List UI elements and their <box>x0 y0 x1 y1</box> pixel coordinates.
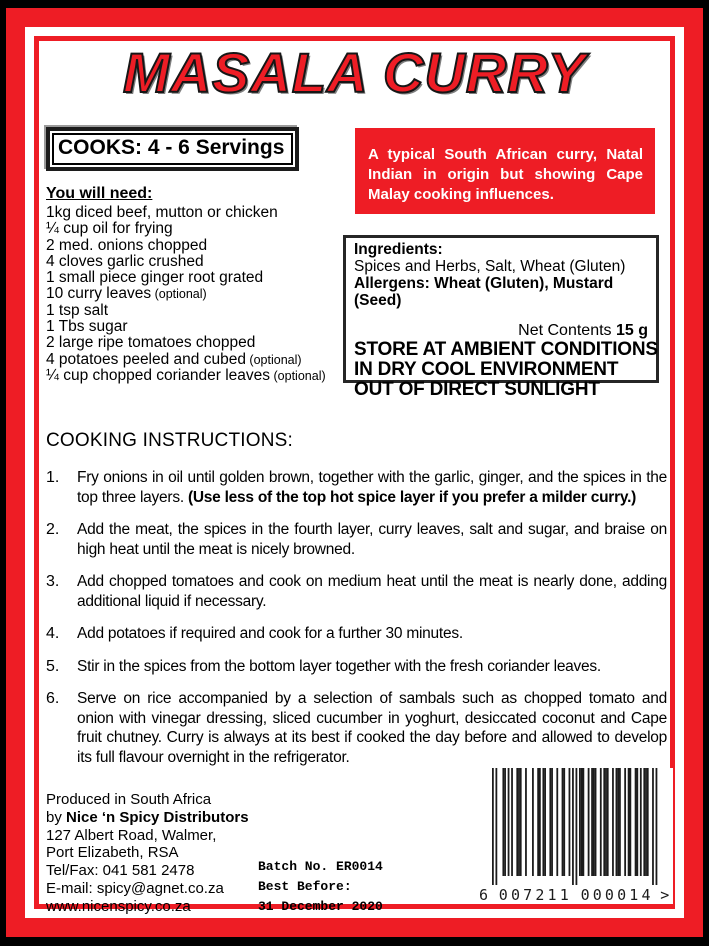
you-will-need-heading: You will need: <box>46 185 153 202</box>
product-title: MASALA CURRY <box>122 41 587 104</box>
website-line: www.nicenspicy.co.za <box>46 897 191 915</box>
step-text-normal: Fry onions in oil until golden brown, together with the garlic, ginger, and the spices in the top three layers. <box>77 469 667 506</box>
step-text <box>77 689 667 767</box>
barcode-digit: > <box>660 886 670 904</box>
distributor-name: Nice ‘n Spicy Distributors <box>66 808 249 826</box>
allergens-line: Allergens: Wheat (Gluten), Mustard (Seed) <box>354 275 614 309</box>
barcode-digit: 0 <box>617 886 627 904</box>
barcode-digit: 2 <box>535 886 545 904</box>
label-inner <box>34 36 675 915</box>
ingredient-line <box>46 286 346 302</box>
barcode-digit: 0 <box>604 886 614 904</box>
ingredient-text: 4 cloves garlic crushed <box>46 252 204 270</box>
barcode-digit: 1 <box>547 886 557 904</box>
ingredient-text: 1kg diced beef, mutton or chicken <box>46 204 278 221</box>
net-contents-label: Net Contents <box>518 322 616 339</box>
barcode-digit: 4 <box>641 886 651 904</box>
net-contents-line <box>354 322 648 340</box>
step-text-normal: Add potatoes if required and cook for a further 30 minutes. <box>77 625 463 642</box>
batch-line: Batch No. ER0014 <box>258 859 383 874</box>
cooks-box-text: COOKS: 4 - 6 Servings <box>52 133 293 165</box>
instruction-step <box>46 657 667 677</box>
storage-line: IN DRY COOL ENVIRONMENT <box>354 359 619 380</box>
ingredient-line <box>46 319 346 335</box>
ingredients-composition: Spices and Herbs, Salt, Wheat (Gluten) <box>354 258 626 275</box>
ingredient-text: ¼ cup chopped coriander leaves <box>46 366 271 384</box>
step-text-normal: Add the meat, the spices in the fourth layer, curry leaves, salt and sugar, and braise on high heat until the meat is nicely browned. <box>77 521 667 558</box>
cooks-box <box>46 127 299 171</box>
barcode-image <box>478 768 673 904</box>
step-text <box>77 657 667 677</box>
telfax-line: Tel/Fax: 041 581 2478 <box>46 862 195 880</box>
barcode-digit: 0 <box>580 886 590 904</box>
ingredient-line <box>46 303 346 319</box>
ingredients-box <box>343 235 659 400</box>
ingredient-optional: (optional) <box>245 352 302 367</box>
barcode-digit: 1 <box>559 886 569 904</box>
ingredient-line <box>46 238 346 254</box>
ingredient-text: 4 potatoes peeled and cubed <box>46 350 246 368</box>
ingredient-list <box>46 205 346 384</box>
ingredient-text: 10 curry leaves <box>46 285 152 303</box>
producer-block <box>46 791 249 916</box>
batch-block <box>258 857 383 917</box>
barcode-digit: 0 <box>510 886 521 904</box>
ingredient-line <box>46 335 346 351</box>
storage-conditions <box>354 339 658 400</box>
batch-line: 31 December 2020 <box>258 899 383 914</box>
instruction-step <box>46 624 667 644</box>
email-line: E-mail: spicy@agnet.co.za <box>46 879 224 897</box>
step-text <box>77 468 667 507</box>
batch-line: Best Before: <box>258 879 352 894</box>
net-contents-value: 15 g <box>615 322 648 339</box>
step-number: 2. <box>46 521 60 538</box>
ingredient-text: 1 small piece ginger root grated <box>46 269 264 287</box>
address-line-1: 127 Albert Road, Walmer, <box>46 826 217 844</box>
step-text-bold: (Use less of the top hot spice layer if you prefer a milder curry.) <box>187 488 637 506</box>
cooking-instructions-heading: COOKING INSTRUCTIONS: <box>46 430 293 451</box>
step-text-normal: Add chopped tomatoes and cook on medium heat until the meat is nearly done, adding additional liquid if necessary. <box>77 573 667 610</box>
ingredient-optional: (optional) <box>270 368 326 383</box>
step-text <box>77 520 667 559</box>
ingredient-text: 2 large ripe tomatoes chopped <box>46 334 256 352</box>
ingredient-text: 1 tsp salt <box>46 301 109 319</box>
by-prefix: by <box>46 808 67 826</box>
step-number: 3. <box>46 573 60 590</box>
barcode-digit: 1 <box>629 886 639 904</box>
ingredient-line <box>46 368 346 384</box>
instruction-step <box>46 689 667 767</box>
storage-line: STORE AT AMBIENT CONDITIONS <box>354 339 658 360</box>
instruction-step <box>46 520 667 559</box>
step-number: 1. <box>46 469 60 486</box>
ingredient-line <box>46 254 346 270</box>
storage-line: OUT OF DIRECT SUNLIGHT <box>354 379 600 400</box>
ingredient-text: ¼ cup oil for frying <box>46 220 173 238</box>
barcode-digit: 7 <box>523 886 533 904</box>
ingredient-text: 2 med. onions chopped <box>46 236 208 254</box>
step-text-normal: Stir in the spices from the bottom layer together with the fresh coriander leaves. <box>77 657 601 675</box>
address-line-2: Port Elizabeth, RSA <box>46 844 179 862</box>
step-number: 6. <box>46 690 60 707</box>
ingredient-line <box>46 352 346 368</box>
barcode <box>478 768 673 904</box>
step-number: 4. <box>46 625 60 642</box>
barcode-digit: 0 <box>498 886 508 904</box>
produced-line: Produced in South Africa <box>46 791 212 808</box>
title-row <box>39 37 670 109</box>
cooking-instructions <box>46 430 667 780</box>
ingredient-line <box>46 270 346 286</box>
you-will-need-block <box>46 185 346 384</box>
outer-red-frame <box>6 8 703 937</box>
step-number: 5. <box>46 657 60 675</box>
ingredients-heading: Ingredients: <box>354 241 443 258</box>
barcode-digit: 0 <box>592 886 602 904</box>
white-gap-frame <box>25 27 684 918</box>
step-text <box>77 572 667 611</box>
description-box: A typical South African curry, Natal Indian in origin but showing Cape Malay cooking influences. <box>355 128 655 214</box>
instruction-step <box>46 468 667 507</box>
ingredient-line <box>46 221 346 237</box>
barcode-digit: 6 <box>479 886 489 904</box>
ingredient-optional: (optional) <box>151 287 207 302</box>
distributor-line <box>46 809 249 827</box>
ingredient-text: 1 Tbs sugar <box>46 318 128 336</box>
step-text <box>77 624 667 644</box>
ingredient-line <box>46 205 346 221</box>
instruction-step <box>46 572 667 611</box>
step-text-normal: Serve on rice accompanied by a selection of sambals such as chopped tomato and onion with vinegar dressing, sliced cucumber in yoghurt, desiccated coconut and Cape fruit chutney. Curry is always at its best if cooked the day before and allowed to develop its full flavour overnight in the refrigerator. <box>77 690 667 766</box>
instruction-steps <box>46 468 667 767</box>
